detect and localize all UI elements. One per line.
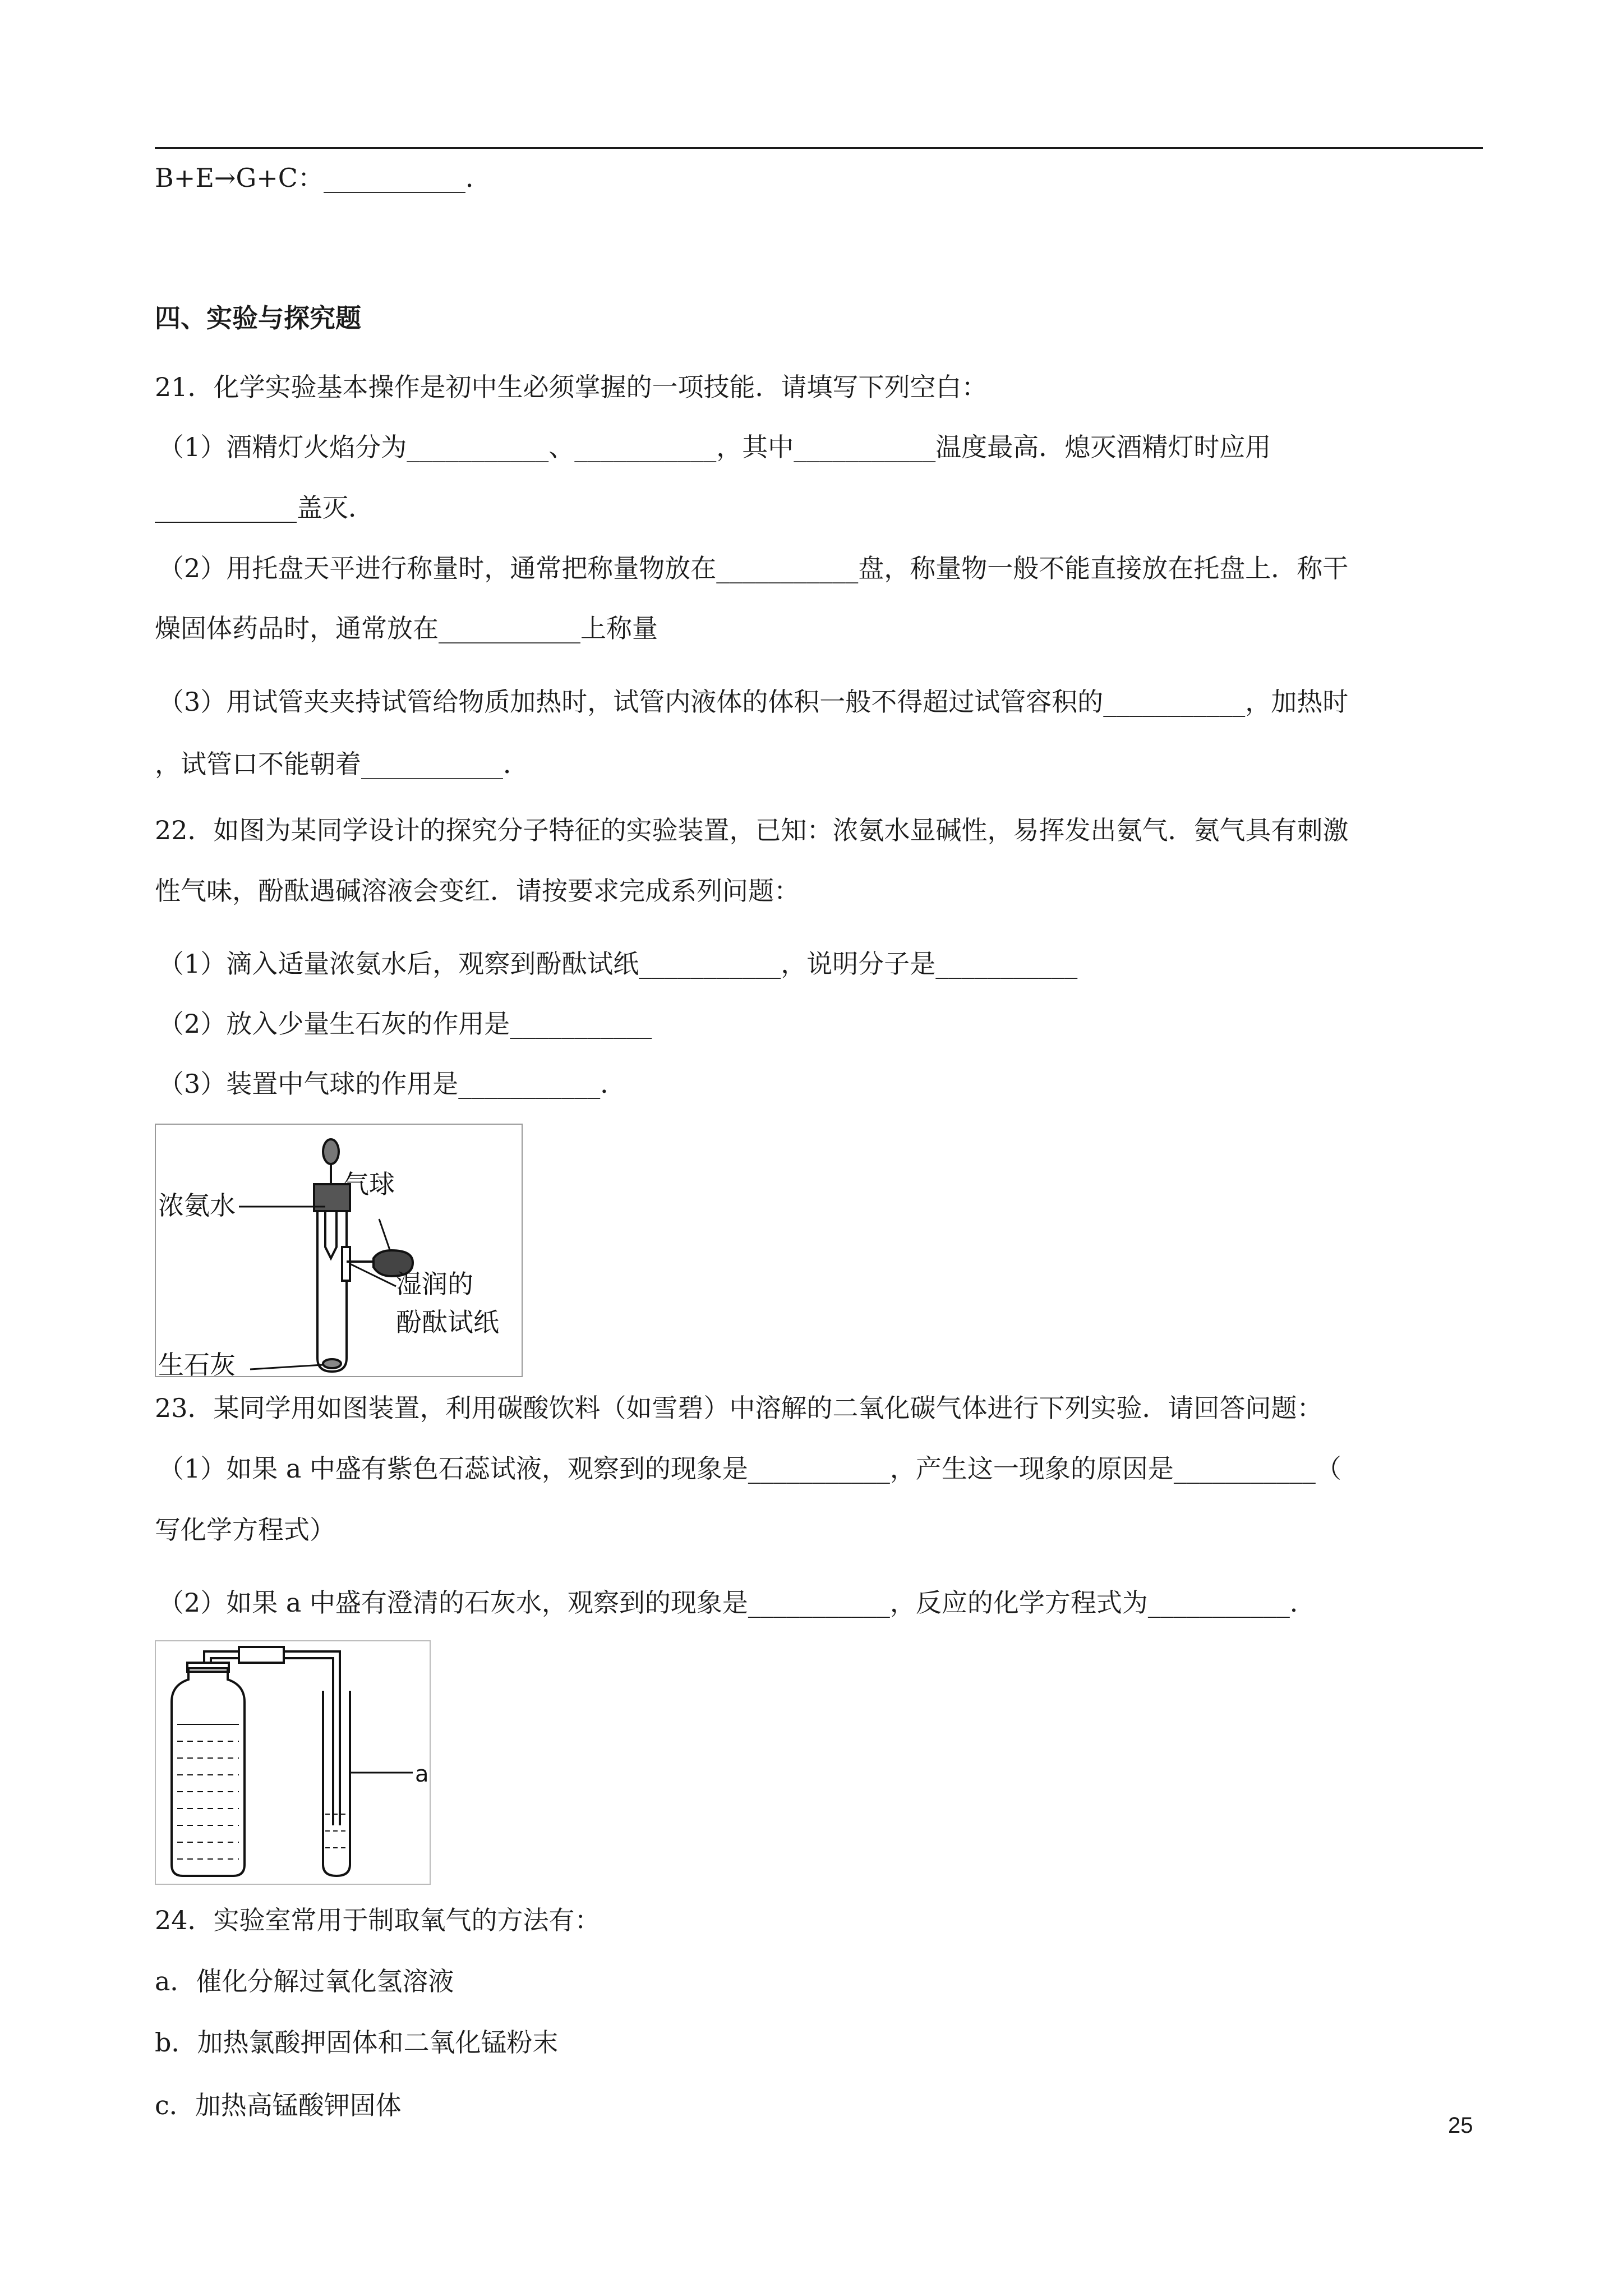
equation-line: B+E→G+C：___________． <box>155 163 491 193</box>
carbonated-drink-apparatus-figure <box>155 1640 431 1885</box>
figure-border <box>155 1124 522 1377</box>
q24-option-b: b．加热氯酸押固体和二氧化锰粉末 <box>155 2027 559 2058</box>
page-number: 25 <box>1448 2113 1473 2138</box>
header-rule <box>155 147 1483 149</box>
label-phenolphthalein-paper: 酚酞试纸 <box>396 1307 499 1337</box>
q22-part3: （3）装置中气球的作用是___________． <box>158 1069 626 1099</box>
dropper-bulb <box>323 1139 339 1164</box>
soda-bottle <box>172 1668 245 1876</box>
bottle-liquid <box>177 1724 239 1859</box>
q23-stem: 23．某同学用如图装置，利用碳酸饮料（如雪碧）中溶解的二氧化碳气体进行下列实验．请回答问题： <box>155 1393 1323 1423</box>
test-tube <box>317 1211 347 1372</box>
q23-part2: （2）如果 a 中盛有澄清的石灰水，观察到的现象是___________，反应的化学方程式为___________． <box>158 1588 1316 1618</box>
q24-option-c: c．加热高锰酸钾固体 <box>155 2090 402 2120</box>
q21-part2-line1: （2）用托盘天平进行称量时，通常把称量物放在___________盘，称量物一般不能直接放在托盘上．称干 <box>158 553 1349 583</box>
q22-stem-line2: 性气味，酚酞遇碱溶液会变红．请按要求完成系列问题： <box>155 876 800 906</box>
quicklime-lump <box>323 1359 341 1368</box>
dropper-tube <box>325 1211 336 1258</box>
q24-option-a: a．催化分解过氧化氢溶液 <box>155 1966 454 1996</box>
phenolphthalein-paper <box>342 1247 350 1281</box>
carbonated-drink-drawing <box>155 1640 431 1885</box>
q21-part2-line2: 燥固体药品时，通常放在___________上称量 <box>155 613 658 643</box>
figure-border <box>155 1641 430 1884</box>
q23-part1-line2: 写化学方程式） <box>155 1515 335 1545</box>
label-a: a <box>415 1761 429 1787</box>
label-quicklime: 生石灰 <box>158 1350 236 1377</box>
q21-part1-line2: ___________盖灭． <box>155 493 374 523</box>
ammonia-apparatus-figure <box>155 1124 523 1377</box>
leader-lime <box>250 1365 323 1369</box>
label-ammonia-water: 浓氨水 <box>158 1190 236 1221</box>
delivery-tube <box>204 1651 340 1825</box>
q22-part2: （2）放入少量生石灰的作用是___________ <box>158 1009 652 1039</box>
section-heading: 四、实验与探究题 <box>155 303 361 333</box>
q21-part3-line2: ，试管口不能朝着___________． <box>155 749 529 779</box>
q21-part3-line1: （3）用试管夹夹持试管给物质加热时，试管内液体的体积一般不得超过试管容积的___________，加热时 <box>158 687 1349 717</box>
ammonia-apparatus-drawing <box>155 1124 523 1377</box>
rubber-connector <box>239 1647 284 1663</box>
q21-stem: 21．化学实验基本操作是初中生必须掌握的一项技能．请填写下列空白： <box>155 372 988 402</box>
label-moist: 湿润的 <box>396 1269 473 1299</box>
label-balloon: 气球 <box>343 1169 395 1199</box>
q23-part1-line1: （1）如果 a 中盛有紫色石蕊试液，观察到的现象是___________，产生这一现象的原因是___________（ <box>158 1453 1341 1484</box>
q22-stem-line1: 22．如图为某同学设计的探究分子特征的实验装置，已知：浓氨水显碱性，易挥发出氨气．氨气具有刺激 <box>155 815 1349 845</box>
test-tube-liquid <box>325 1814 348 1848</box>
q22-part1: （1）滴入适量浓氨水后，观察到酚酞试纸___________，说明分子是___________ <box>158 949 1078 979</box>
leader-balloon <box>379 1219 390 1251</box>
q21-part1-line1: （1）酒精灯火焰分为___________、___________，其中___________温度最高．熄灭酒精灯时应用 <box>158 432 1271 462</box>
q24-stem: 24．实验室常用于制取氧气的方法有： <box>155 1905 601 1935</box>
